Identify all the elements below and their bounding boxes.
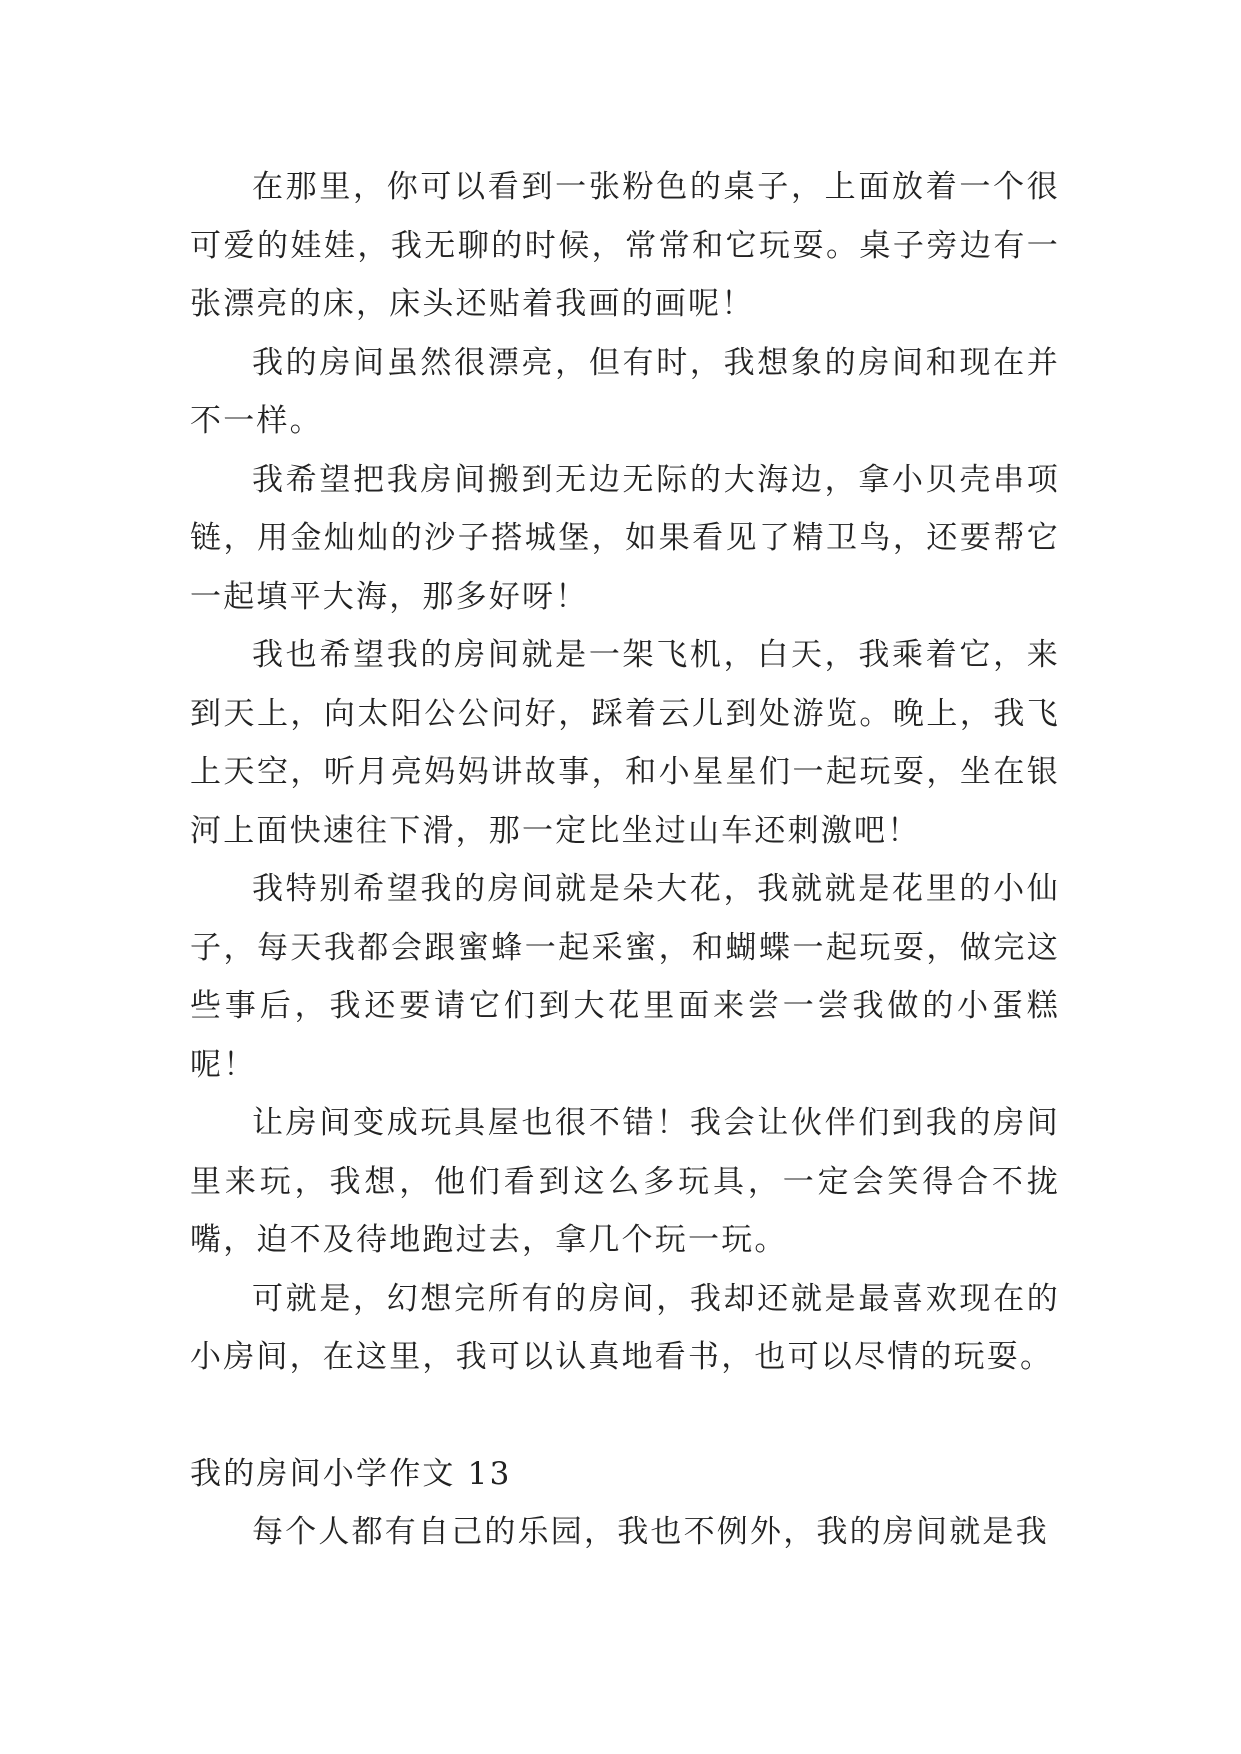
paragraph-6: 让房间变成玩具屋也很不错！我会让伙伴们到我的房间里来玩，我想，他们看到这么多玩具，一定会笑得合不拢嘴，迫不及待地跑过去，拿几个玩一玩。 xyxy=(190,1105,1060,1258)
paragraph-5: 我特别希望我的房间就是朵大花，我就就是花里的小仙子，每天我都会跟蜜蜂一起采蜜，和蝴蝶一起玩耍，做完这些事后，我还要请它们到大花里面来尝一尝我做的小蛋糕呢！ xyxy=(190,871,1060,1083)
paragraph-1: 在那里，你可以看到一张粉色的桌子，上面放着一个很可爱的娃娃，我无聊的时候，常常和它玩耍。桌子旁边有一张漂亮的床，床头还贴着我画的画呢！ xyxy=(190,169,1060,322)
paragraph-2: 我的房间虽然很漂亮，但有时，我想象的房间和现在并不一样。 xyxy=(190,344,1060,439)
paragraph-3: 我希望把我房间搬到无边无际的大海边，拿小贝壳串项链，用金灿灿的沙子搭城堡，如果看见了精卫鸟，还要帮它一起填平大海，那多好呀！ xyxy=(190,461,1060,615)
paragraph-4: 我也希望我的房间就是一架飞机，白天，我乘着它，来到天上，向太阳公公问好，踩着云儿到处游览。晚上，我飞上天空，听月亮妈妈讲故事，和小星星们一起玩耍，坐在银河上面快速往下滑，那一定比坐过山车还刺激吧！ xyxy=(190,637,1060,849)
document-body xyxy=(190,158,1060,1562)
paragraph-7: 可就是，幻想完所有的房间，我却还就是最喜欢现在的小房间，在这里，我可以认真地看书，也可以尽情的玩耍。 xyxy=(190,1280,1060,1375)
paragraph-8: 每个人都有自己的乐园，我也不例外，我的房间就是我 xyxy=(252,1514,1049,1550)
section-heading: 我的房间小学作文 13 xyxy=(190,1455,512,1492)
